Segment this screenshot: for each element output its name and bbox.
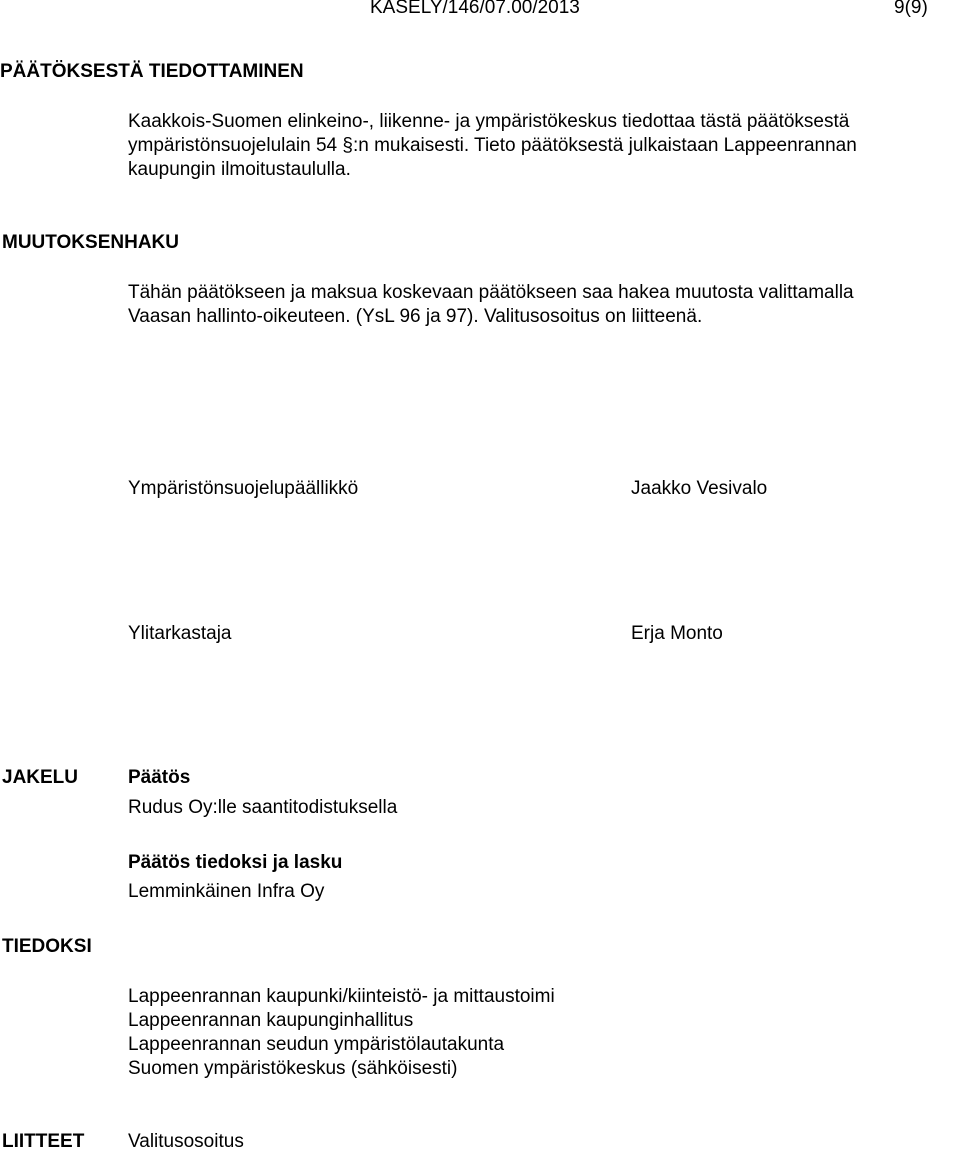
liitteet-label: LIITTEET	[2, 1131, 85, 1152]
jakelu-recipient: Rudus Oy:lle saantitodistuksella	[128, 797, 398, 818]
signature-title: Ympäristönsuojelupäällikkö	[128, 478, 359, 499]
paragraph-line: kaupungin ilmoitustaululla.	[128, 159, 351, 180]
tiedoksi-label: TIEDOKSI	[2, 936, 92, 957]
signature-title: Ylitarkastaja	[128, 623, 232, 644]
liitteet-item: Valitusosoitus	[128, 1131, 244, 1152]
tiedoksi-recipient: Suomen ympäristökeskus (sähköisesti)	[128, 1058, 458, 1079]
section-heading-tiedottaminen: PÄÄTÖKSESTÄ TIEDOTTAMINEN	[0, 61, 304, 82]
paragraph-line: Kaakkois-Suomen elinkeino-, liikenne- ja ympäristökeskus tiedottaa tästä päätöksestä	[128, 111, 850, 132]
tiedoksi-recipient: Lappeenrannan kaupunki/kiinteistö- ja mittaustoimi	[128, 986, 555, 1007]
tiedoksi-recipient: Lappeenrannan seudun ympäristölautakunta	[128, 1034, 505, 1055]
signature-name: Erja Monto	[631, 623, 723, 644]
muutoksenhaku-paragraph	[128, 281, 854, 329]
document-reference: KASELY/146/07.00/2013	[370, 0, 580, 18]
paragraph-line: ympäristönsuojelulain 54 §:n mukaisesti. Tieto päätöksestä julkaistaan Lappeenrannan	[128, 135, 857, 156]
paragraph-line: Vaasan hallinto-oikeuteen. (YsL 96 ja 97). Valitusosoitus on liitteenä.	[128, 306, 703, 327]
tiedottaminen-paragraph	[128, 110, 857, 182]
jakelu-group-heading: Päätös tiedoksi ja lasku	[128, 852, 343, 873]
jakelu-label: JAKELU	[2, 767, 79, 788]
jakelu-group-heading: Päätös	[128, 767, 191, 788]
tiedoksi-recipient: Lappeenrannan kaupunginhallitus	[128, 1010, 414, 1031]
section-heading-muutoksenhaku: MUUTOKSENHAKU	[2, 232, 179, 253]
page-number: 9(9)	[894, 0, 928, 18]
signature-name: Jaakko Vesivalo	[631, 478, 768, 499]
jakelu-recipient: Lemminkäinen Infra Oy	[128, 881, 325, 902]
paragraph-line: Tähän päätökseen ja maksua koskevaan päätökseen saa hakea muutosta valittamalla	[128, 282, 854, 303]
tiedoksi-recipient-list	[128, 985, 555, 1081]
